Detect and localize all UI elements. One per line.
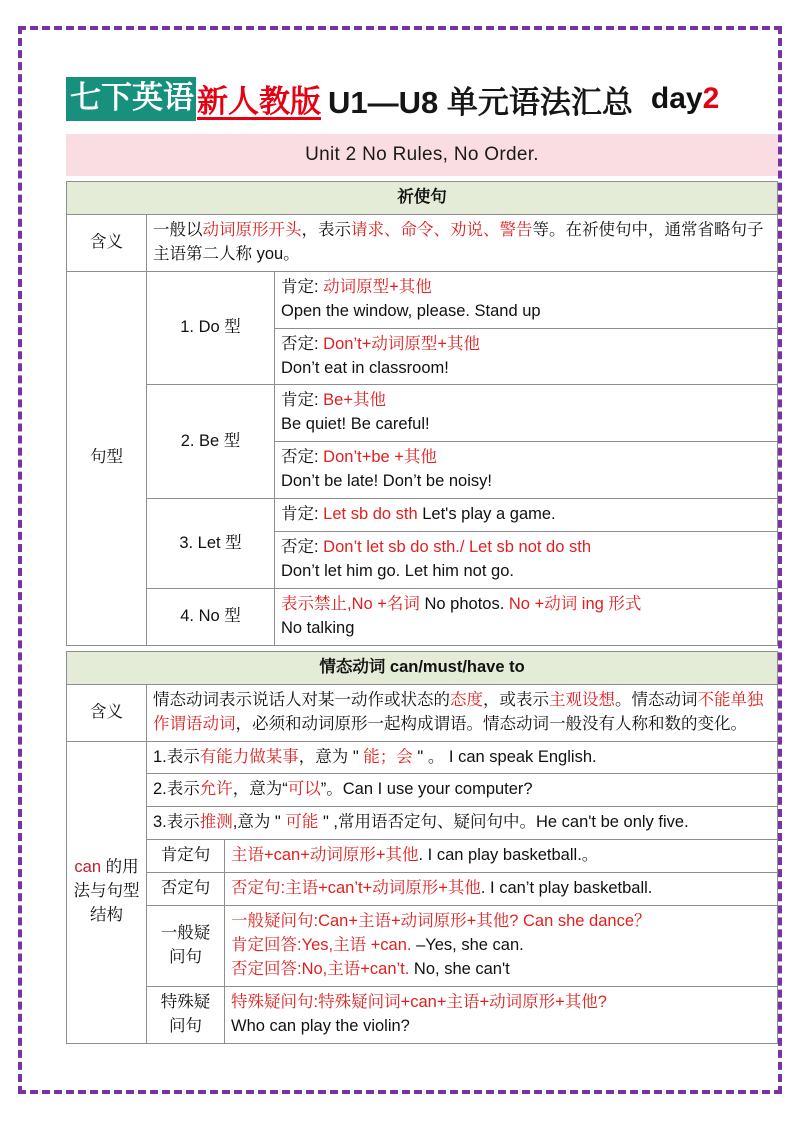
- structure-label-special-question: 特殊疑 问句: [147, 986, 225, 1043]
- let-affirmative-cell: 肯定: Let sb do sth Let's play a game.: [275, 499, 778, 532]
- table-row: [67, 807, 778, 840]
- table-row: [67, 182, 778, 215]
- structure-label-general-question: 一般疑 问句: [147, 906, 225, 987]
- type-label-be: 2. Be 型: [147, 385, 275, 499]
- title-main-text: U1—U8 单元语法汇总: [328, 84, 633, 120]
- title-publisher-text: 新人教版: [197, 83, 321, 119]
- unit-banner: Unit 2 No Rules, No Order.: [66, 134, 778, 176]
- meaning-content: 一般以动词原形开头，表示请求、命令、劝说、警告等。在祈使句中，通常省略句子主语第二人称 you。: [147, 214, 778, 271]
- title-highlight-text: 七下英语: [66, 77, 196, 121]
- section-header-modal: 情态动词 can/must/have to: [67, 651, 778, 684]
- be-affirmative-cell: 肯定: Be+其他 Be quiet! Be careful!: [275, 385, 778, 442]
- table-row: [67, 986, 778, 1043]
- modal-meaning-content: 情态动词表示说话人对某一动作或状态的态度，或表示主观设想。情态动词不能单独作谓语动词，必须和动词原形一起构成谓语。情态动词一般没有人称和数的变化。: [147, 684, 778, 741]
- can-usage-3: 3.表示推测,意为 " 可能 " ,常用语否定句、疑问句中。He can't be only five.: [147, 807, 778, 840]
- title-day-number: 2: [702, 82, 720, 115]
- do-negative-cell: 否定: Don’t+动词原型+其他 Don’t eat in classroom!: [275, 328, 778, 385]
- pattern-label: 句型: [67, 271, 147, 645]
- structure-affirmative-cell: 主语+can+动词原形+其他. I can play basketball.。: [225, 840, 778, 873]
- table-row: [67, 271, 778, 328]
- can-usage-label: can 的用法与句型结构: [67, 741, 147, 1043]
- modal-verb-table: [66, 651, 778, 1044]
- page-title: [66, 70, 778, 128]
- structure-negative-cell: 否定句:主语+can’t+动词原形+其他. I can’t play basketball.: [225, 873, 778, 906]
- table-row: [67, 651, 778, 684]
- can-usage-1: 1.表示有能力做某事，意为 " 能；会 " 。 I can speak English.: [147, 741, 778, 774]
- table-row: [67, 385, 778, 442]
- table-row: [67, 588, 778, 645]
- do-affirmative-cell: 肯定: 动词原型+其他 Open the window, please. Stand up: [275, 271, 778, 328]
- table-row: [67, 214, 778, 271]
- structure-general-question-cell: 一般疑问句:Can+主语+动词原形+其他? Can she dance？ 肯定回答:Yes,主语 +can. –Yes, she can. 否定回答:No,主语+can’t. No, she can't: [225, 906, 778, 987]
- table-row: [67, 741, 778, 774]
- title-day-label: day: [650, 82, 703, 115]
- table-row: [67, 906, 778, 987]
- type-label-no: 4. No 型: [147, 588, 275, 645]
- structure-label-affirmative: 肯定句: [147, 840, 225, 873]
- table-row: [67, 684, 778, 741]
- let-negative-cell: 否定: Don’t let sb do sth./ Let sb not do sth Don’t let him go. Let him not go.: [275, 532, 778, 589]
- structure-special-question-cell: 特殊疑问句:特殊疑问词+can+主语+动词原形+其他? Who can play the violin?: [225, 986, 778, 1043]
- type-label-do: 1. Do 型: [147, 271, 275, 385]
- table-row: [67, 840, 778, 873]
- can-usage-2: 2.表示允许，意为“可以”。Can I use your computer?: [147, 774, 778, 807]
- no-type-cell: 表示禁止,No +名词 No photos. No +动词 ing 形式 No talking: [275, 588, 778, 645]
- structure-label-negative: 否定句: [147, 873, 225, 906]
- be-negative-cell: 否定: Don’t+be +其他 Don’t be late! Don’t be noisy!: [275, 442, 778, 499]
- page-dashed-frame: [18, 26, 782, 1094]
- table-row: [67, 873, 778, 906]
- imperative-sentence-table: [66, 181, 778, 646]
- modal-meaning-label: 含义: [67, 684, 147, 741]
- section-header-imperative: 祈使句: [67, 182, 778, 215]
- content-area: [66, 70, 778, 1044]
- table-row: [67, 774, 778, 807]
- type-label-let: 3. Let 型: [147, 499, 275, 589]
- table-row: [67, 499, 778, 532]
- meaning-label: 含义: [67, 214, 147, 271]
